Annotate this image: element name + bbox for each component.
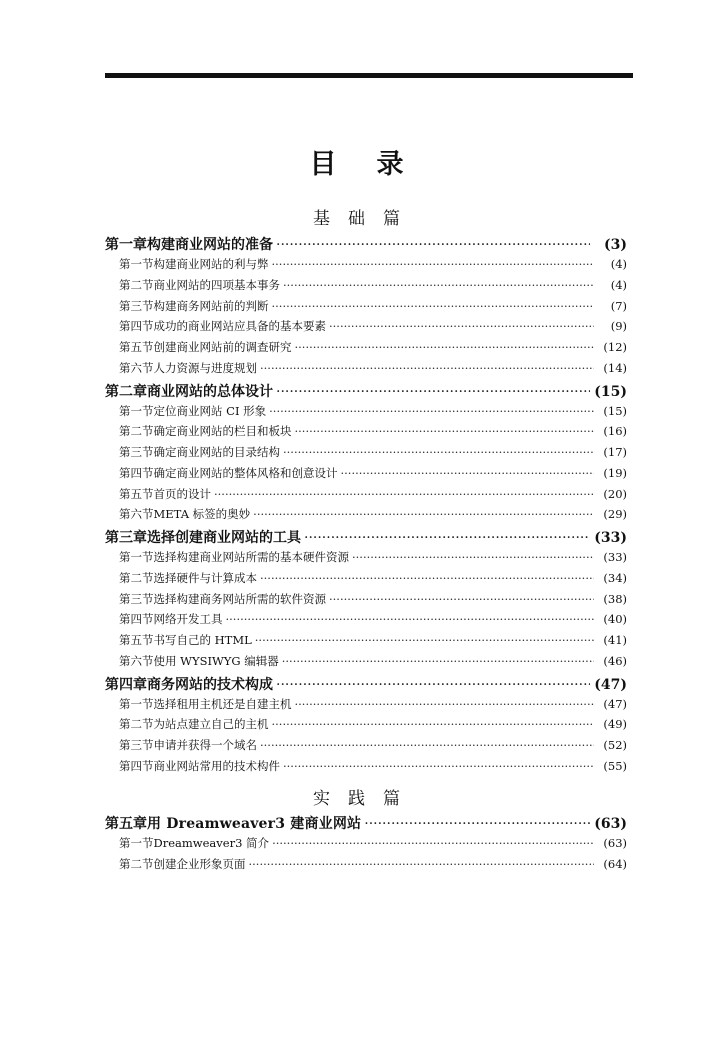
section-title: 网络开发工具: [153, 612, 223, 627]
section-title: 首页的设计: [153, 486, 211, 501]
section-number: 第一节: [119, 257, 154, 271]
section-number: 第四节: [119, 612, 154, 627]
toc-section-row[interactable]: [105, 277, 627, 298]
dot-leader: [329, 319, 594, 333]
dot-leader: [295, 340, 595, 354]
section-page: (20): [603, 486, 627, 501]
section-number: 第三节: [119, 445, 154, 459]
chapter-number: 第一章: [105, 237, 147, 253]
toc-section-row[interactable]: [105, 856, 627, 877]
section-number: 第四节: [119, 758, 154, 773]
dot-leader: [364, 816, 590, 832]
dot-leader: [253, 507, 594, 521]
section-number: 第一节: [119, 403, 154, 418]
toc-section-row[interactable]: [105, 318, 627, 339]
section-number: 第二节: [119, 570, 154, 585]
dot-leader: [283, 759, 594, 773]
chapter-page: (47): [594, 676, 627, 693]
section-title: 构建商务网站前的判断: [153, 298, 269, 313]
toc-section-row[interactable]: [105, 737, 627, 758]
section-number: 第六节: [119, 653, 154, 668]
section-number: 第六节: [119, 507, 154, 522]
dot-leader: [276, 384, 590, 400]
section-number: 第四节: [119, 465, 154, 480]
section-title: META 标签的奥妙: [153, 507, 251, 522]
section-number: 第三节: [119, 738, 154, 752]
section-title: 书写自己的 HTML: [153, 633, 252, 647]
section-page: (29): [603, 507, 627, 522]
section-title: 确定商业网站的整体风格和创意设计: [153, 465, 338, 480]
section-number: 第五节: [119, 633, 154, 647]
chapter-number: 第四章: [105, 676, 147, 693]
section-number: 第三节: [119, 298, 154, 313]
section-page: (38): [603, 591, 627, 606]
section-number: 第一节: [119, 836, 154, 850]
section-title: 商业网站常用的技术构件: [153, 758, 280, 773]
section-title: 人力资源与进度规划: [153, 360, 257, 375]
toc-section-row[interactable]: [105, 632, 627, 653]
section-page: (9): [610, 319, 627, 334]
chapter-title: 商务网站的技术构成: [147, 676, 273, 693]
section-page: (15): [603, 403, 627, 418]
section-page: (33): [603, 550, 627, 564]
section-page: (64): [603, 856, 627, 871]
section-number: 第四节: [119, 319, 154, 334]
toc-chapter-row[interactable]: [105, 813, 627, 835]
section-number: 第五节: [119, 340, 154, 354]
section-title: 选择构建商务网站所需的软件资源: [153, 591, 326, 606]
chapter-page: (3): [604, 237, 627, 253]
dot-leader: [295, 697, 595, 711]
section-title: 创建商业网站前的调查研究: [153, 340, 292, 354]
page-title: 目录: [309, 149, 444, 180]
toc-chapter-row[interactable]: [105, 234, 627, 256]
chapter-title: 商业网站的总体设计: [147, 383, 273, 400]
section-number: 第六节: [119, 360, 154, 375]
dot-leader: [260, 361, 594, 375]
section-page: (49): [603, 717, 627, 732]
toc-section-row[interactable]: [105, 653, 627, 674]
section-page: (19): [603, 465, 627, 480]
section-title: 使用 WYSIWYG 编辑器: [153, 653, 279, 668]
section-title: 定位商业网站 CI 形象: [153, 403, 267, 418]
chapter-page: (15): [594, 383, 627, 400]
dot-leader: [276, 677, 590, 693]
toc-section-row[interactable]: [105, 403, 627, 424]
section-page: (63): [603, 836, 627, 850]
dot-leader: [272, 836, 594, 850]
chapter-title: 用 Dreamweaver3 建商业网站: [147, 816, 362, 832]
section-title: 为站点建立自己的主机: [153, 717, 269, 732]
section-title: 商业网站的四项基本事务: [153, 277, 280, 292]
chapter-number: 第五章: [105, 816, 147, 832]
section-title: 确定商业网站的目录结构: [153, 445, 280, 459]
section-number: 第二节: [119, 277, 154, 292]
toc-section-row[interactable]: [105, 339, 627, 360]
section-number: 第三节: [119, 591, 154, 606]
section-number: 第二节: [119, 717, 154, 732]
toc-section-row[interactable]: [105, 360, 627, 381]
dot-leader: [272, 299, 595, 313]
toc-part-basics: [105, 234, 627, 779]
toc-chapter-row[interactable]: [105, 527, 627, 549]
toc-part-practice: [105, 813, 627, 877]
dot-leader: [214, 487, 594, 501]
section-page: (14): [603, 360, 627, 375]
dot-leader: [226, 612, 595, 626]
section-page: (7): [610, 298, 627, 313]
chapter-number: 第二章: [105, 383, 147, 400]
section-page: (55): [603, 758, 627, 773]
toc-section-row[interactable]: [105, 758, 627, 779]
section-page: (16): [603, 424, 627, 439]
chapter-number: 第三章: [105, 530, 147, 546]
toc-section-row[interactable]: [105, 696, 627, 717]
section-page: (34): [603, 570, 627, 585]
section-page: (17): [603, 445, 627, 459]
top-rule: [105, 73, 633, 78]
section-page: (40): [603, 612, 627, 627]
section-number: 第二节: [119, 856, 154, 871]
section-number: 第五节: [119, 486, 154, 501]
section-page: (4): [610, 257, 627, 271]
toc-section-row[interactable]: [105, 570, 627, 591]
dot-leader: [283, 278, 594, 292]
section-title: Dreamweaver3 简介: [153, 836, 270, 850]
section-number: 第一节: [119, 550, 154, 564]
section-title: 选择租用主机还是自建主机: [153, 696, 292, 711]
section-page: (47): [603, 696, 627, 711]
chapter-page: (63): [594, 816, 627, 832]
toc-section-row[interactable]: [105, 423, 627, 444]
toc-section-row[interactable]: [105, 256, 627, 277]
dot-leader: [295, 424, 595, 438]
section-page: (12): [603, 340, 627, 354]
section-title: 确定商业网站的栏目和板块: [153, 424, 292, 439]
dot-leader: [260, 571, 594, 585]
dot-leader: [283, 445, 594, 459]
part-heading-basics: 基础篇: [313, 209, 418, 229]
toc-section-row[interactable]: [105, 444, 627, 465]
dot-leader: [269, 404, 594, 418]
part-heading-practice: 实践篇: [313, 789, 418, 809]
section-title: 申请并获得一个域名: [153, 738, 257, 752]
section-title: 选择硬件与计算成本: [153, 570, 257, 585]
dot-leader: [341, 466, 595, 480]
dot-leader: [304, 530, 590, 546]
section-title: 创建企业形象页面: [153, 856, 246, 871]
section-title: 构建商业网站的利与弊: [153, 257, 269, 271]
toc-section-row[interactable]: [105, 298, 627, 319]
section-number: 第一节: [119, 696, 154, 711]
toc-chapter-row[interactable]: [105, 674, 627, 696]
section-page: (52): [603, 738, 627, 752]
dot-leader: [249, 857, 595, 871]
dot-leader: [282, 654, 594, 668]
chapter-page: (33): [594, 530, 627, 546]
chapter-title: 选择创建商业网站的工具: [147, 530, 301, 546]
chapter-title: 构建商业网站的准备: [147, 237, 273, 253]
dot-leader: [272, 717, 595, 731]
toc-section-row[interactable]: [105, 611, 627, 632]
toc-section-row[interactable]: [105, 465, 627, 486]
section-number: 第二节: [119, 424, 154, 439]
section-page: (46): [603, 653, 627, 668]
toc-section-row[interactable]: [105, 486, 627, 507]
toc-chapter-row[interactable]: [105, 381, 627, 403]
dot-leader: [276, 237, 590, 253]
toc-section-row[interactable]: [105, 506, 627, 527]
toc-section-row[interactable]: [105, 549, 627, 570]
dot-leader: [352, 550, 594, 564]
dot-leader: [272, 257, 595, 271]
dot-leader: [329, 592, 594, 606]
section-title: 成功的商业网站应具备的基本要素: [153, 319, 326, 334]
toc-section-row[interactable]: [105, 835, 627, 856]
toc-section-row[interactable]: [105, 716, 627, 737]
section-page: (4): [610, 277, 627, 292]
toc-section-row[interactable]: [105, 591, 627, 612]
section-title: 选择构建商业网站所需的基本硬件资源: [153, 550, 349, 564]
dot-leader: [255, 633, 594, 647]
section-page: (41): [603, 633, 627, 647]
dot-leader: [260, 738, 594, 752]
